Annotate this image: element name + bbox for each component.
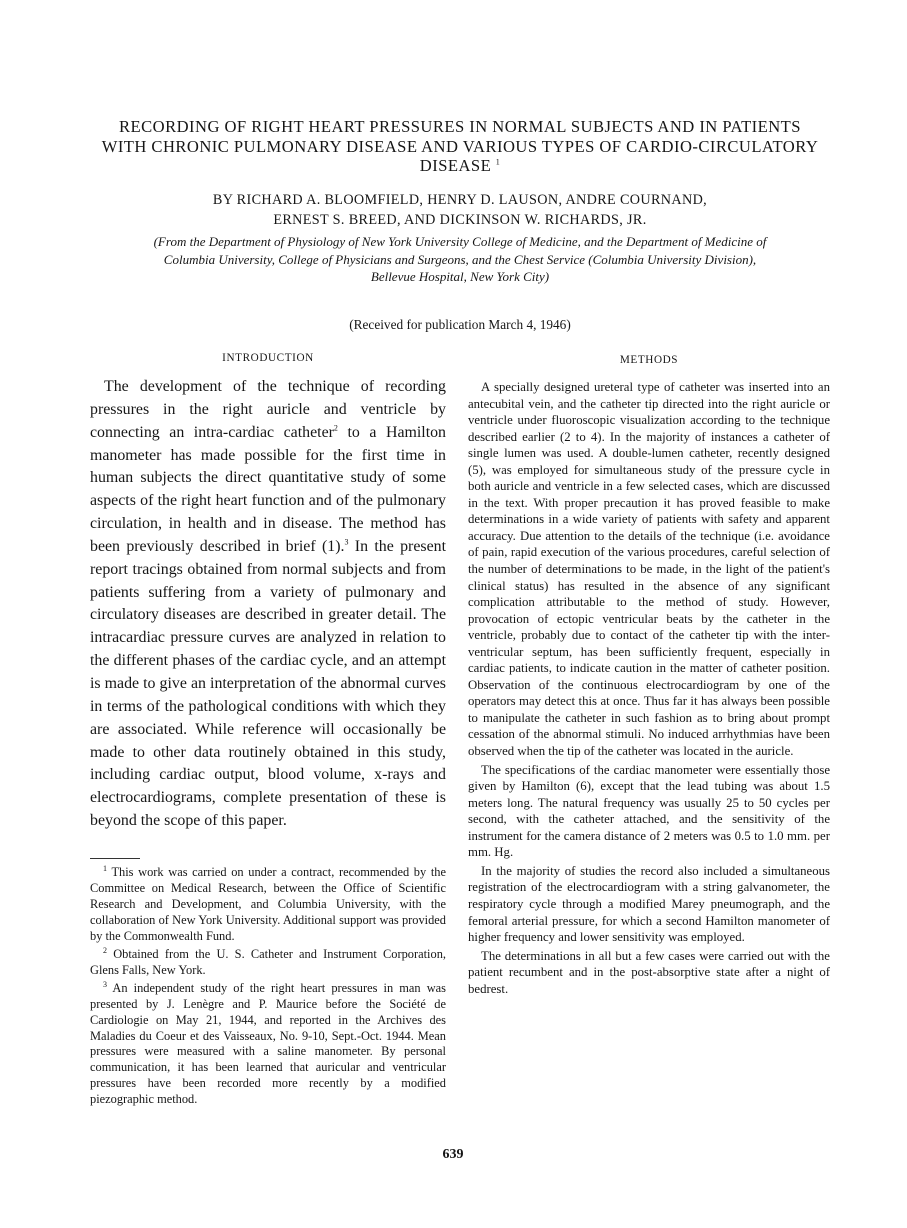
footnote-3 [90, 981, 446, 1109]
footnote-number: 3 [103, 979, 107, 989]
methods-paragraph-3: In the majority of studies the record also included a simultaneous registration of the electrocardiogram with a string galvanometer, the respiratory cycle through a modified Marey pneumograph, and the femoral arterial pressure, for which a second Hamilton manometer of higher frequency and lower sensitivity was employed. [468, 863, 830, 945]
page-number: 639 [442, 1147, 464, 1162]
footnote-divider [90, 858, 140, 859]
introduction-paragraph [90, 376, 446, 833]
title-footnote-ref: 1 [495, 157, 501, 167]
methods-paragraph-4: The determinations in all but a few cases were carried out with the patient recumbent and in the post-absorptive state after a night of bedrest. [468, 948, 830, 996]
footnote-1 [90, 865, 446, 945]
footnote-number: 1 [103, 863, 107, 873]
methods-heading: METHODS [619, 354, 679, 366]
footnote-2 [90, 947, 446, 979]
title-text: RECORDING OF RIGHT HEART PRESSURES IN NORMAL SUBJECTS AND IN PATIENTS WITH CHRONIC PULMONARY DISEASE AND VARIOUS TYPES OF CARDIO-CIRCULATORY DISEASE [101, 117, 819, 176]
footnote-number: 2 [103, 945, 107, 955]
methods-section [468, 379, 830, 999]
author-list [150, 191, 770, 230]
footnote-ref-2: 2 [333, 423, 338, 433]
affiliation: (From the Department of Physiology of New York University College of Medicine, and the Department of Medicine of Columbia University, College of Physicians and Surgeons, and the Chest Service (Columbia University Division), Bellevue Hospital, New York City) [153, 234, 767, 285]
received-date: (Received for publication March 4, 1946) [349, 317, 571, 332]
footnote-text: An independent study of the right heart pressures in man was presented by J. Lenègre and P. Maurice before the Société de Cardiologie on May 21, 1944, and reported in the Archives des Maladies du Coeur et des Vaisseaux, No. 9-10, Sept.-Oct. 1944. Mean pressures were measured with a saline manometer. By personal communication, it has been learned that auricular and ventricular pressures have been recorded more recently by a modified piezographic method. [90, 980, 446, 1107]
intro-text-part-1: The development of the technique of recording pressures in the right auricle and ventricle by connecting an intra-cardiac catheter [90, 378, 446, 441]
footnote-text: This work was carried on under a contract, recommended by the Committee on Medical Research, between the Office of Scientific Research and Development, and Columbia University, with the collaboration of New York University. Additional support was provided by the Commonwealth Fund. [90, 865, 446, 943]
footnote-ref-3: 3 [344, 537, 349, 547]
intro-text-part-3: In the present report tracings obtained from normal subjects and from patients suffering from a variety of pulmonary and circulatory diseases are described in greater detail. The intracardiac pressure curves are analyzed in relation to the different phases of the cardiac cycle, and an attempt is made to give an interpretation of the abnormal curves in terms of the pathological conditions with which they are associated. While reference will occasionally be made to other data routinely obtained in this study, including cardiac output, blood volume, x-rays and electrocardiograms, complete presentation of these is beyond the scope of this paper. [90, 537, 446, 830]
methods-paragraph-2: The specifications of the cardiac manometer were essentially those given by Hamilton (6), except that the lead tubing was about 1.5 meters long. The natural frequency was usually 25 to 50 cycles per second, with the catheter attached, and the sensitivity of the instrument for the camera distance of 2 meters was 0.5 to 1.0 mm. per mm. Hg. [468, 762, 830, 860]
methods-paragraph-1: A specially designed ureteral type of catheter was inserted into an antecubital vein, and the catheter tip directed into the right auricle or ventricle under fluoroscopic visualization according to the technique described earlier (2 to 4). In the majority of instances a catheter of single lumen was used. A double-lumen catheter, recently designed (5), was employed for simultaneous study of the pressure cycle in both auricle and ventricle in a few selected cases, which are discussed in the text. With proper precaution it has proved feasible to make determinations in a wide variety of patients with safety and apparent accuracy. Due attention to the details of the technique (i.e. avoidance of pain, rapid execution of the various procedures, careful selection of the number of determinations to be made, in the light of the patient's clinical status) has resulted in the absence of any significant complication attributable to the method of study. However, provocation of ectopic ventricular beats by the catheter in the ventricle, probably due to contact of the catheter tip with the inter-ventricular septum, has been sufficiently frequent, especially in cardiac patients, to indicate caution in the matter of catheter position. Observation of the continuous electrocardiogram by one of the operators may detect this at once. Thus far it has always been possible to manipulate the catheter in such fashion as to bring about prompt cessation of the abnormal stimuli. No induced arrhythmias have been observed when the tip of the catheter was located in the auricle. [468, 380, 830, 759]
introduction-section [90, 376, 446, 833]
authors-line-1: BY RICHARD A. BLOOMFIELD, HENRY D. LAUSON, ANDRE COURNAND, [212, 192, 708, 208]
footnotes [90, 865, 446, 1110]
footnote-text: Obtained from the U. S. Catheter and Instrument Corporation, Glens Falls, New York. [90, 946, 446, 977]
authors-line-2: ERNEST S. BREED, AND DICKINSON W. RICHARDS, JR. [273, 211, 647, 228]
article-title [100, 117, 820, 176]
introduction-heading: INTRODUCTION [222, 352, 314, 364]
intro-text-part-2: to a Hamilton manometer has made possible for the first time in human subjects the direct quantitative study of some aspects of the right heart function and of the pulmonary circulation, in health and in disease. The method has been previously described in brief (1). [90, 423, 447, 555]
